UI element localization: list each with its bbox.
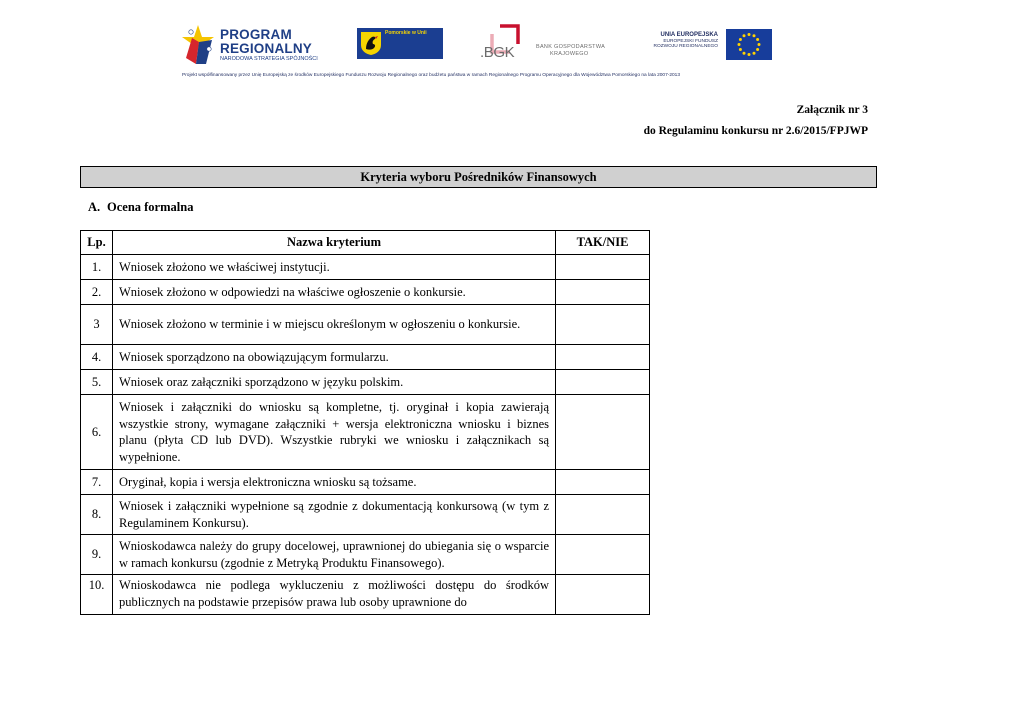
bgk-name-line1: BANK GOSPODARSTWA: [536, 44, 606, 50]
answer-cell[interactable]: [556, 345, 650, 370]
criterion-text: Wniosek i załączniki wypełnione są zgodnie z dokumentacją konkursową (w tym z Regulaminem Konkursu).: [113, 495, 556, 535]
criterion-text: Wniosek złożono w terminie i w miejscu określonym w ogłoszeniu o konkursie.: [113, 305, 556, 345]
criterion-text: Wniosek sporządzono na obowiązującym formularzu.: [113, 345, 556, 370]
answer-cell[interactable]: [556, 495, 650, 535]
section-letter: A.: [88, 200, 101, 214]
program-regionalny-star-icon: [182, 22, 216, 68]
eu-logo: [650, 26, 775, 62]
answer-cell[interactable]: [556, 255, 650, 280]
criterion-text: Wniosek i załączniki do wniosku są kompletne, tj. oryginał i kopia zawierają wszystkie strony, wymagane załączniki + wersja elektroniczna wniosku i biznes planu (płyta CD lub DVD). Wszystkie rubryki we wniosku i załącznikach są wypełnione.: [113, 395, 556, 470]
program-title-line2: REGIONALNY: [220, 40, 313, 56]
answer-cell[interactable]: [556, 370, 650, 395]
answer-cell[interactable]: [556, 280, 650, 305]
table-row: [81, 495, 650, 535]
row-number: 1.: [81, 255, 113, 280]
logo-strip: [180, 18, 775, 84]
criterion-text: Oryginał, kopia i wersja elektroniczna wniosku są tożsame.: [113, 470, 556, 495]
row-number: 7.: [81, 470, 113, 495]
column-header-lp: Lp.: [81, 231, 113, 255]
bgk-name-line2: KRAJOWEGO: [550, 50, 589, 57]
bgk-mark-text: .BGK: [480, 44, 515, 61]
answer-cell[interactable]: [556, 470, 650, 495]
program-title-line1: PROGRAM: [220, 27, 292, 42]
eu-flag-icon: [726, 29, 772, 60]
pomorskie-griffin-icon: [360, 31, 382, 56]
answer-cell[interactable]: [556, 535, 650, 575]
pomorskie-title: Pomorskie w Unii: [385, 30, 427, 36]
answer-cell[interactable]: [556, 575, 650, 615]
funding-note: Projekt współfinansowany przez Unię Europejską ze środków Europejskiego Funduszu Rozwoju Regionalnego oraz budżetu państwa w ramach Regionalnego Programu Operacyjnego dla Województwa Pomorskiego na lata 2007-2013: [182, 73, 681, 78]
answer-cell[interactable]: [556, 395, 650, 470]
table-row: [81, 575, 650, 615]
table-row: [81, 395, 650, 470]
criterion-text: Wniosek złożono w odpowiedzi na właściwe ogłoszenie o konkursie.: [113, 280, 556, 305]
table-row: [81, 535, 650, 575]
table-row: [81, 470, 650, 495]
criterion-text: Wnioskodawca nie podlega wykluczeniu z możliwości dostępu do środków publicznych na podstawie przepisów prawa lub osoby uprawnione do: [113, 575, 556, 615]
table-row: [81, 345, 650, 370]
row-number: 4.: [81, 345, 113, 370]
document-title: Kryteria wyboru Pośredników Finansowych: [80, 166, 877, 188]
program-subtitle: NARODOWA STRATEGIA SPÓJNOŚCI: [220, 56, 318, 62]
criterion-text: Wniosek oraz załączniki sporządzono w języku polskim.: [113, 370, 556, 395]
annex-number: Załącznik nr 3: [796, 104, 868, 116]
row-number: 9.: [81, 535, 113, 575]
table-row: [81, 280, 650, 305]
row-number: 8.: [81, 495, 113, 535]
column-header-criterion-name: Nazwa kryterium: [113, 231, 556, 255]
eu-fund-line2: ROZWOJU REGIONALNEGO: [653, 44, 718, 50]
row-number: 5.: [81, 370, 113, 395]
table-row: [81, 305, 650, 345]
section-heading: [88, 200, 193, 215]
criteria-table: [80, 230, 650, 615]
table-header-row: [81, 231, 650, 255]
row-number: 2.: [81, 280, 113, 305]
eu-fund-line1: EUROPEJSKI FUNDUSZ: [663, 38, 718, 44]
column-header-answer: TAK/NIE: [556, 231, 650, 255]
row-number: 6.: [81, 395, 113, 470]
table-row: [81, 370, 650, 395]
regulation-reference: do Regulaminu konkursu nr 2.6/2015/FPJWP: [643, 125, 868, 137]
eu-title: UNIA EUROPEJSKA: [660, 32, 718, 38]
program-regionalny-logo: [180, 20, 330, 70]
row-number: 10.: [81, 575, 113, 615]
criterion-text: Wniosek złożono we właściwej instytucji.: [113, 255, 556, 280]
answer-cell[interactable]: [556, 305, 650, 345]
bgk-logo: [472, 24, 617, 68]
section-title: Ocena formalna: [107, 200, 194, 214]
row-number: 3: [81, 305, 113, 345]
pomorskie-logo: [357, 28, 443, 59]
criterion-text: Wnioskodawca należy do grupy docelowej, uprawnionej do ubiegania się o wsparcie w ramach konkursu (zgodnie z Metryką Produktu Finansowego).: [113, 535, 556, 575]
table-row: [81, 255, 650, 280]
